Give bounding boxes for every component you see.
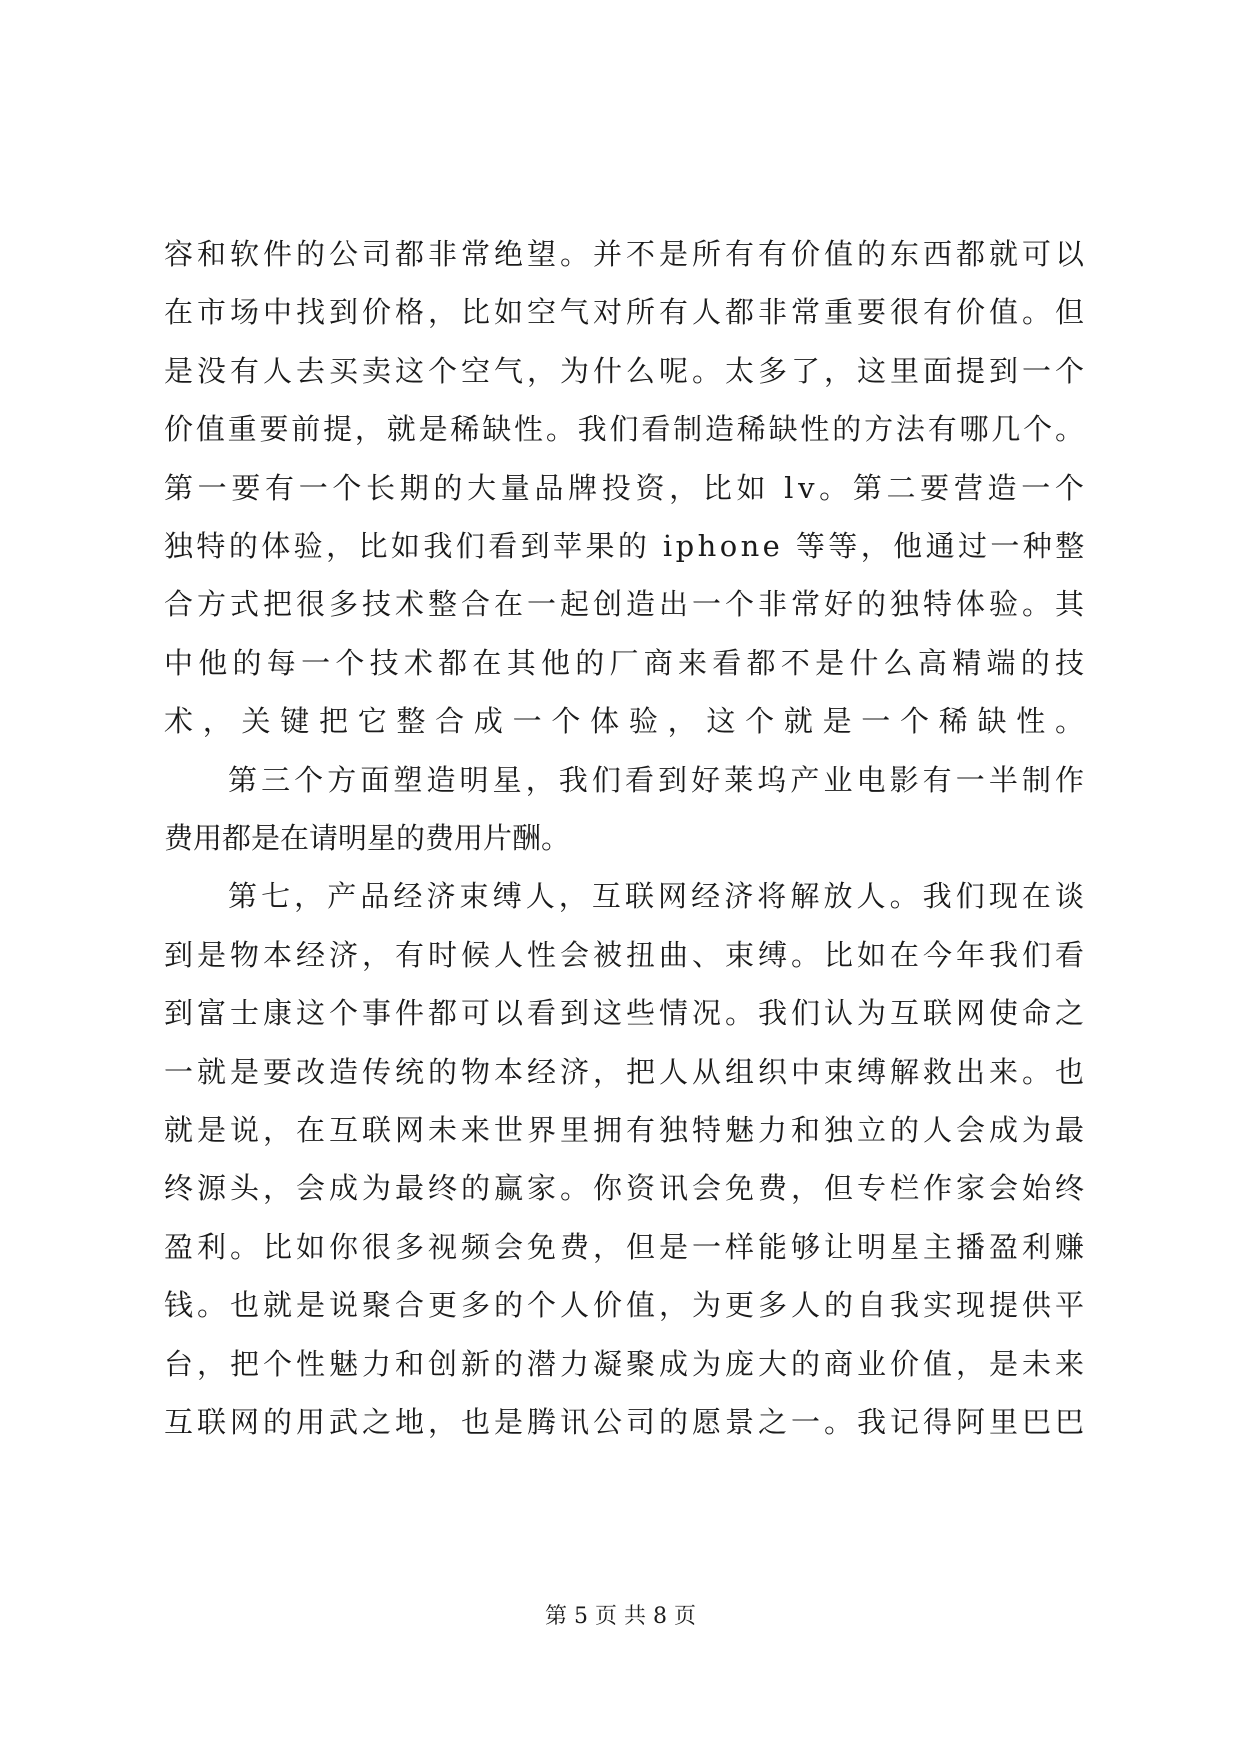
text-line: 第七，产品经济束缚人，互联网经济将解放人。我们现在谈 [228, 879, 1089, 913]
text-line: 合方式把很多技术整合在一起创造出一个非常好的独特体验。其 [164, 587, 1089, 621]
text-line: 是没有人去买卖这个空气，为什么呢。太多了，这里面提到一个 [164, 354, 1089, 388]
text-line: 在市场中找到价格，比如空气对所有人都非常重要很有价值。但 [164, 295, 1089, 329]
text-line: 费用都是在请明星的费用片酬。 [164, 821, 571, 855]
text-line: 到富士康这个事件都可以看到这些情况。我们认为互联网使命之 [164, 996, 1089, 1030]
page-footer: 第 5 页 共 8 页 [545, 1604, 696, 1629]
text-line: 互联网的用武之地，也是腾讯公司的愿景之一。我记得阿里巴巴 [164, 1405, 1089, 1439]
text-line: 台，把个性魅力和创新的潜力凝聚成为庞大的商业价值，是未来 [164, 1347, 1089, 1381]
text-line: 第三个方面塑造明星，我们看到好莱坞产业电影有一半制作 [228, 763, 1089, 797]
text-line: 价值重要前提，就是稀缺性。我们看制造稀缺性的方法有哪几个。 [164, 412, 1087, 446]
text-line: 独特的体验，比如我们看到苹果的 iphone 等等，他通过一种整 [164, 529, 1088, 563]
text-line: 中他的每一个技术都在其他的厂商来看都不是什么高精端的技 [164, 646, 1090, 680]
text-line: 就是说，在互联网未来世界里拥有独特魅力和独立的人会成为最 [164, 1113, 1089, 1147]
text-line: 到是物本经济，有时候人性会被扭曲、束缚。比如在今年我们看 [164, 938, 1089, 972]
text-line: 钱。也就是说聚合更多的个人价值，为更多人的自我实现提供平 [164, 1288, 1089, 1322]
text-line: 一就是要改造传统的物本经济，把人从组织中束缚解救出来。也 [164, 1055, 1089, 1089]
text-line: 术，关键把它整合成一个体验，这个就是一个稀缺性。 [164, 704, 1094, 738]
text-line: 盈利。比如你很多视频会免费，但是一样能够让明星主播盈利赚 [164, 1230, 1089, 1264]
text-line: 第一要有一个长期的大量品牌投资，比如 lv。第二要营造一个 [164, 471, 1089, 505]
text-line: 终源头，会成为最终的赢家。你资讯会免费，但专栏作家会始终 [164, 1171, 1089, 1205]
text-line: 容和软件的公司都非常绝望。并不是所有有价值的东西都就可以 [164, 237, 1089, 271]
